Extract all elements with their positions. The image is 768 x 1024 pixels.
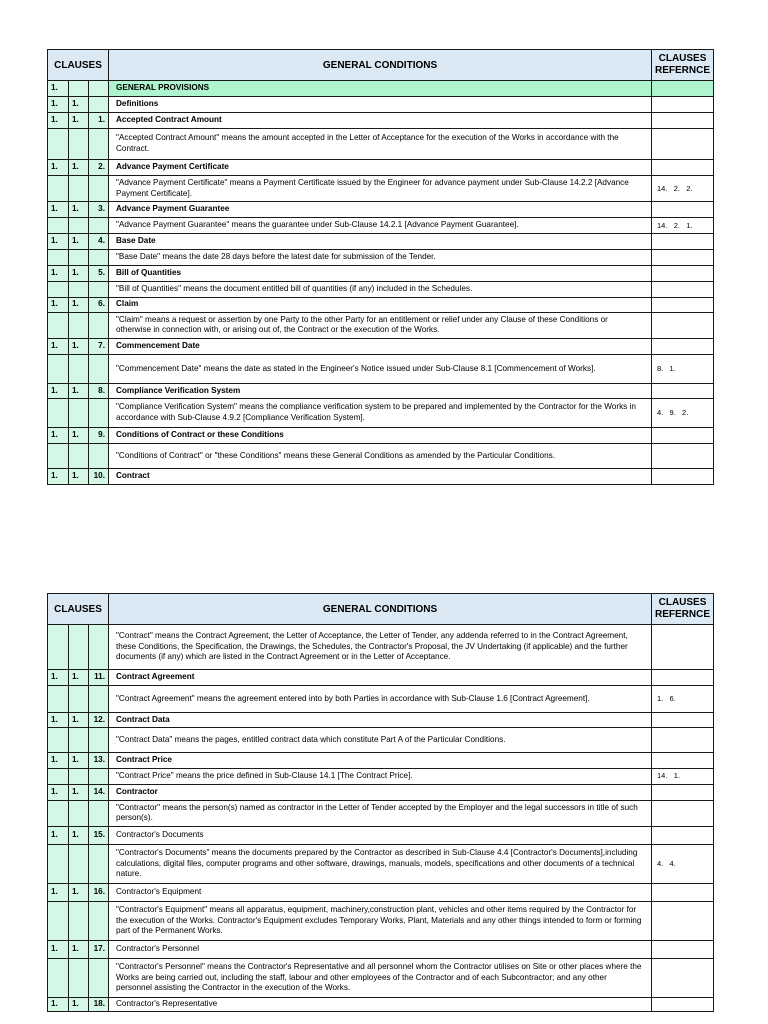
- clause-number-blank: [89, 218, 109, 234]
- ref-header-line1: CLAUSES: [658, 52, 707, 64]
- clause-number-blank: [69, 958, 89, 997]
- clause-definition-text: "Base Date" means the date 28 days before the latest date for submission of the Tender.: [109, 249, 652, 265]
- clause-reference: [652, 784, 714, 800]
- clause-reference: [652, 997, 714, 1011]
- clause-reference: [652, 383, 714, 398]
- clause-number-part-3: 6.: [89, 297, 109, 312]
- clause-reference: [652, 97, 714, 113]
- clause-title-row: [48, 997, 714, 1011]
- clause-definition-row: [48, 129, 714, 160]
- clause-definition-text: "Contract Price" means the price defined in Sub-Clause 14.1 [The Contract Price].: [109, 769, 652, 785]
- clause-title-row: [48, 713, 714, 728]
- clause-number-blank: [89, 398, 109, 427]
- clause-reference: [652, 281, 714, 297]
- clause-number-part-2: 1.: [69, 113, 89, 129]
- clause-number-part-3: 3.: [89, 202, 109, 218]
- clause-number-part-3: 5.: [89, 265, 109, 281]
- clause-reference: 14. 2. 1.: [652, 218, 714, 234]
- clause-number-part-3: 8.: [89, 383, 109, 398]
- clause-definition-row: [48, 728, 714, 753]
- clause-title: Contract Agreement: [109, 670, 652, 686]
- clause-number-blank: [69, 686, 89, 713]
- clause-number-part-2: 1.: [69, 883, 89, 901]
- clause-number-part-1: 1.: [48, 997, 69, 1011]
- clause-number-blank: [89, 249, 109, 265]
- clause-reference: [652, 249, 714, 265]
- clause-reference: [652, 728, 714, 753]
- general-conditions-header: GENERAL CONDITIONS: [109, 594, 652, 625]
- table-1-body: [48, 50, 714, 485]
- clause-title-row: [48, 670, 714, 686]
- clause-number-blank: [69, 218, 89, 234]
- clause-number-blank: [48, 312, 69, 338]
- clause-number-part-3: 9.: [89, 427, 109, 443]
- clause-number-part-1: 1.: [48, 97, 69, 113]
- clause-definition-text: "Contractor's Personnel" means the Contractor's Representative and all personnel whom the Contractor utilises on Site or other places where the Works are being carried out, including the staff, labour and other employees of the Contractor and of each Subcontractor; and any other personnel assisting the Contractor in the execution of the Works.: [109, 958, 652, 997]
- clause-title: Conditions of Contract or these Conditions: [109, 427, 652, 443]
- clause-title-row: [48, 97, 714, 113]
- clause-title: Commencement Date: [109, 338, 652, 354]
- clause-title-row: [48, 784, 714, 800]
- clause-number-part-1: 1.: [48, 826, 69, 844]
- clause-title-row: [48, 297, 714, 312]
- clause-number-blank: [89, 769, 109, 785]
- clause-number-blank: [69, 129, 89, 160]
- clause-title: Contractor's Equipment: [109, 883, 652, 901]
- clause-title-row: [48, 265, 714, 281]
- clause-number-blank: [69, 625, 89, 670]
- table-2-body: [48, 594, 714, 1012]
- clause-definition-text: "Contract" means the Contract Agreement, the Letter of Acceptance, the Letter of Tender, any addenda referred to in the Contract Agreement, these Conditions, the Specification, the Drawings, the Schedules, the Contractor's Proposal, the JV Undertaking (if applicable) and the further documents (if any) which are listed in the Contract Agreement or in the Letter of Acceptance.: [109, 625, 652, 670]
- clause-number-blank: [89, 800, 109, 826]
- clause-definition-row: [48, 312, 714, 338]
- clause-number-part-2: 1.: [69, 338, 89, 354]
- clause-number-part-1: 1.: [48, 883, 69, 901]
- clause-number-blank: [89, 443, 109, 468]
- clause-title: Contractor's Documents: [109, 826, 652, 844]
- clause-number-part-1: 1.: [48, 468, 69, 484]
- clause-title-row: [48, 427, 714, 443]
- clause-number-part-3: 2.: [89, 160, 109, 176]
- clause-number-part-2: 1.: [69, 826, 89, 844]
- clause-title-row: [48, 883, 714, 901]
- clause-title: Definitions: [109, 97, 652, 113]
- clause-number-blank: [69, 844, 89, 883]
- clause-number-blank: [89, 129, 109, 160]
- clause-number-blank: [48, 398, 69, 427]
- clause-title-row: [48, 753, 714, 769]
- clause-number-blank: [48, 129, 69, 160]
- clause-definition-row: [48, 800, 714, 826]
- clause-number-part-1: 1.: [48, 713, 69, 728]
- clause-number-blank: [89, 176, 109, 202]
- clause-number-part-2: 1.: [69, 427, 89, 443]
- clause-definition-row: [48, 958, 714, 997]
- clause-reference: [652, 468, 714, 484]
- clause-number-part-1: 1.: [48, 160, 69, 176]
- clause-number-part-2: 1.: [69, 97, 89, 113]
- clause-reference: [652, 443, 714, 468]
- clause-number-blank: [69, 800, 89, 826]
- clause-definition-text: "Bill of Quantities" means the document entitled bill of quantities (if any) included in the Schedules.: [109, 281, 652, 297]
- clause-title: Claim: [109, 297, 652, 312]
- clause-definition-row: [48, 176, 714, 202]
- clause-number-part-2: 1.: [69, 383, 89, 398]
- clause-number-part-3: 12.: [89, 713, 109, 728]
- clause-title-row: [48, 81, 714, 97]
- clause-number-part-2: 1.: [69, 997, 89, 1011]
- clause-reference: 8. 1.: [652, 354, 714, 383]
- clause-number-blank: [48, 176, 69, 202]
- clause-number-part-3: 4.: [89, 233, 109, 249]
- clause-number-blank: [48, 844, 69, 883]
- clause-number-part-3: [89, 81, 109, 97]
- clause-number-blank: [48, 769, 69, 785]
- clause-title: Compliance Verification System: [109, 383, 652, 398]
- clause-number-part-1: 1.: [48, 427, 69, 443]
- clause-number-blank: [89, 686, 109, 713]
- clause-number-blank: [69, 769, 89, 785]
- clause-definition-text: "Advance Payment Certificate" means a Payment Certificate issued by the Engineer for advance payment under Sub-Clause 14.2.2 [Advance Payment Certificate].: [109, 176, 652, 202]
- clause-number-part-1: 1.: [48, 784, 69, 800]
- clause-reference: [652, 129, 714, 160]
- clause-number-blank: [69, 249, 89, 265]
- clause-number-blank: [48, 218, 69, 234]
- clause-title: Contractor: [109, 784, 652, 800]
- clause-reference: 4. 4.: [652, 844, 714, 883]
- clause-definition-text: "Contract Agreement" means the agreement entered into by both Parties in accordance with Sub-Clause 1.6 [Contract Agreement].: [109, 686, 652, 713]
- clause-definition-text: "Advance Payment Guarantee" means the guarantee under Sub-Clause 14.2.1 [Advance Payment Guarantee].: [109, 218, 652, 234]
- clause-reference: [652, 312, 714, 338]
- clause-number-blank: [89, 354, 109, 383]
- clause-definition-row: [48, 249, 714, 265]
- clause-number-blank: [89, 844, 109, 883]
- clause-title-row: [48, 383, 714, 398]
- clause-number-part-1: 1.: [48, 297, 69, 312]
- clause-number-part-3: 14.: [89, 784, 109, 800]
- clause-number-blank: [89, 281, 109, 297]
- clause-number-part-3: [89, 97, 109, 113]
- clause-number-blank: [89, 901, 109, 940]
- clause-number-blank: [48, 625, 69, 670]
- clause-number-part-1: 1.: [48, 81, 69, 97]
- clause-reference: [652, 901, 714, 940]
- clause-number-blank: [69, 312, 89, 338]
- clause-number-blank: [48, 901, 69, 940]
- clause-title: Contractor's Representative: [109, 997, 652, 1011]
- clause-reference: [652, 800, 714, 826]
- clause-number-part-3: 17.: [89, 940, 109, 958]
- ref-header-line1: CLAUSES: [658, 596, 707, 608]
- clause-number-part-3: 7.: [89, 338, 109, 354]
- clause-definition-row: [48, 398, 714, 427]
- clause-number-part-2: 1.: [69, 202, 89, 218]
- clause-title: GENERAL PROVISIONS: [109, 81, 652, 97]
- clause-number-part-1: 1.: [48, 233, 69, 249]
- clauses-reference-header: [652, 594, 714, 625]
- clause-number-part-3: 10.: [89, 468, 109, 484]
- clause-title: Accepted Contract Amount: [109, 113, 652, 129]
- clause-number-blank: [48, 354, 69, 383]
- clause-definition-text: "Accepted Contract Amount" means the amount accepted in the Letter of Acceptance for the execution of the Works in accordance with the Contract.: [109, 129, 652, 160]
- clause-title-row: [48, 468, 714, 484]
- clause-definition-text: "Contractor's Equipment" means all apparatus, equipment, machinery,construction plant, vehicles and other items required by the Contractor for the execution of the Works. Contractor's Equipment excludes Temporary Works, Plant, Materials and any other things intended to form or forming part of the Permanent Works.: [109, 901, 652, 940]
- clause-number-part-1: 1.: [48, 383, 69, 398]
- clause-number-part-3: 16.: [89, 883, 109, 901]
- clause-title-row: [48, 113, 714, 129]
- clause-reference: [652, 338, 714, 354]
- clause-number-blank: [48, 958, 69, 997]
- clause-title-row: [48, 202, 714, 218]
- clause-reference: [652, 625, 714, 670]
- clause-reference: [652, 940, 714, 958]
- clause-reference: [652, 202, 714, 218]
- clause-definition-text: "Commencement Date" means the date as stated in the Engineer's Notice issued under Sub-Clause 8.1 [Commencement of Works].: [109, 354, 652, 383]
- clause-number-part-1: 1.: [48, 113, 69, 129]
- clause-title: Contractor's Personnel: [109, 940, 652, 958]
- clause-number-part-2: 1.: [69, 233, 89, 249]
- clause-number-part-2: [69, 81, 89, 97]
- clause-number-part-2: 1.: [69, 753, 89, 769]
- clause-title: Contract Data: [109, 713, 652, 728]
- clause-title-row: [48, 338, 714, 354]
- clause-number-blank: [69, 728, 89, 753]
- clause-number-blank: [48, 281, 69, 297]
- clause-reference: [652, 265, 714, 281]
- clause-number-part-1: 1.: [48, 670, 69, 686]
- clause-title: Bill of Quantities: [109, 265, 652, 281]
- clause-definition-row: [48, 354, 714, 383]
- clause-reference: 14. 1.: [652, 769, 714, 785]
- clause-definition-text: "Contractor" means the person(s) named as contractor in the Letter of Tender accepted by the Employer and the legal successors in title of such person(s).: [109, 800, 652, 826]
- clause-number-blank: [48, 686, 69, 713]
- clause-reference: 14. 2. 2.: [652, 176, 714, 202]
- clause-number-part-2: 1.: [69, 670, 89, 686]
- clause-definition-row: [48, 844, 714, 883]
- ref-header-line2: REFERNCE: [655, 65, 711, 76]
- clause-number-blank: [48, 728, 69, 753]
- clause-number-part-2: 1.: [69, 297, 89, 312]
- clause-reference: [652, 81, 714, 97]
- clause-number-part-2: 1.: [69, 160, 89, 176]
- clause-number-blank: [89, 625, 109, 670]
- clause-number-part-3: 1.: [89, 113, 109, 129]
- clause-reference: [652, 713, 714, 728]
- clauses-header: CLAUSES: [48, 594, 109, 625]
- clause-reference: [652, 160, 714, 176]
- clause-number-part-3: 13.: [89, 753, 109, 769]
- clause-reference: [652, 753, 714, 769]
- clause-definition-text: "Compliance Verification System" means the compliance verification system to be prepared and implemented by the Contractor for the Works in accordance with Sub-Clause 4.9.2 [Compliance Verification System].: [109, 398, 652, 427]
- clause-reference: [652, 883, 714, 901]
- clause-reference: [652, 113, 714, 129]
- clause-reference: [652, 427, 714, 443]
- clause-number-blank: [69, 443, 89, 468]
- clauses-header: CLAUSES: [48, 50, 109, 81]
- clause-number-blank: [89, 312, 109, 338]
- clause-number-blank: [48, 249, 69, 265]
- clause-number-part-1: 1.: [48, 265, 69, 281]
- clause-number-part-1: 1.: [48, 940, 69, 958]
- clause-definition-row: [48, 686, 714, 713]
- clause-reference: [652, 958, 714, 997]
- clause-title: Advance Payment Certificate: [109, 160, 652, 176]
- clause-reference: [652, 233, 714, 249]
- clause-number-part-2: 1.: [69, 265, 89, 281]
- clause-definition-row: [48, 281, 714, 297]
- clause-definition-row: [48, 769, 714, 785]
- clause-number-blank: [89, 728, 109, 753]
- clause-number-blank: [69, 398, 89, 427]
- clause-number-part-2: 1.: [69, 713, 89, 728]
- conditions-table-2: [47, 593, 714, 1012]
- clause-number-blank: [89, 958, 109, 997]
- table-header-row: [48, 594, 714, 625]
- table-header-row: [48, 50, 714, 81]
- clauses-reference-header: [652, 50, 714, 81]
- clause-number-blank: [48, 800, 69, 826]
- clause-definition-text: "Contract Data" means the pages, entitled contract data which constitute Part A of the Particular Conditions.: [109, 728, 652, 753]
- clause-number-blank: [48, 443, 69, 468]
- clause-number-part-1: 1.: [48, 753, 69, 769]
- clause-definition-row: [48, 625, 714, 670]
- clause-number-part-3: 11.: [89, 670, 109, 686]
- clause-definition-row: [48, 218, 714, 234]
- clause-title-row: [48, 940, 714, 958]
- clause-number-part-2: 1.: [69, 468, 89, 484]
- clause-reference: 4. 9. 2.: [652, 398, 714, 427]
- ref-header-line2: REFERNCE: [655, 609, 711, 620]
- clause-definition-text: "Conditions of Contract" or "these Conditions" means these General Conditions as amended by the Particular Conditions.: [109, 443, 652, 468]
- clause-number-part-3: 18.: [89, 997, 109, 1011]
- clause-number-part-2: 1.: [69, 784, 89, 800]
- clause-number-part-1: 1.: [48, 338, 69, 354]
- clause-reference: [652, 297, 714, 312]
- general-conditions-header: GENERAL CONDITIONS: [109, 50, 652, 81]
- clause-number-blank: [69, 281, 89, 297]
- clause-number-part-2: 1.: [69, 940, 89, 958]
- clause-definition-text: "Claim" means a request or assertion by one Party to the other Party for an entitlement or relief under any Clause of these Conditions or otherwise in connection with, or arising out of, the Contract or the execution of the Works.: [109, 312, 652, 338]
- clause-definition-row: [48, 901, 714, 940]
- clause-reference: 1. 6.: [652, 686, 714, 713]
- clause-reference: [652, 826, 714, 844]
- clause-definition-row: [48, 443, 714, 468]
- clause-title-row: [48, 233, 714, 249]
- clause-title: Advance Payment Guarantee: [109, 202, 652, 218]
- conditions-table-1: [47, 49, 714, 485]
- clause-title: Contract Price: [109, 753, 652, 769]
- clause-number-blank: [69, 354, 89, 383]
- clause-title: Base Date: [109, 233, 652, 249]
- clause-number-part-3: 15.: [89, 826, 109, 844]
- clause-reference: [652, 670, 714, 686]
- clause-title-row: [48, 826, 714, 844]
- clause-definition-text: "Contractor's Documents" means the documents prepared by the Contractor as described in Sub-Clause 4.4 [Contractor's Documents],including calculations, digital files, computer programs and other software, drawings, manuals, models, specifications and other documents of a technical nature.: [109, 844, 652, 883]
- clause-number-blank: [69, 176, 89, 202]
- clause-title: Contract: [109, 468, 652, 484]
- clause-number-blank: [69, 901, 89, 940]
- clause-number-part-1: 1.: [48, 202, 69, 218]
- clause-title-row: [48, 160, 714, 176]
